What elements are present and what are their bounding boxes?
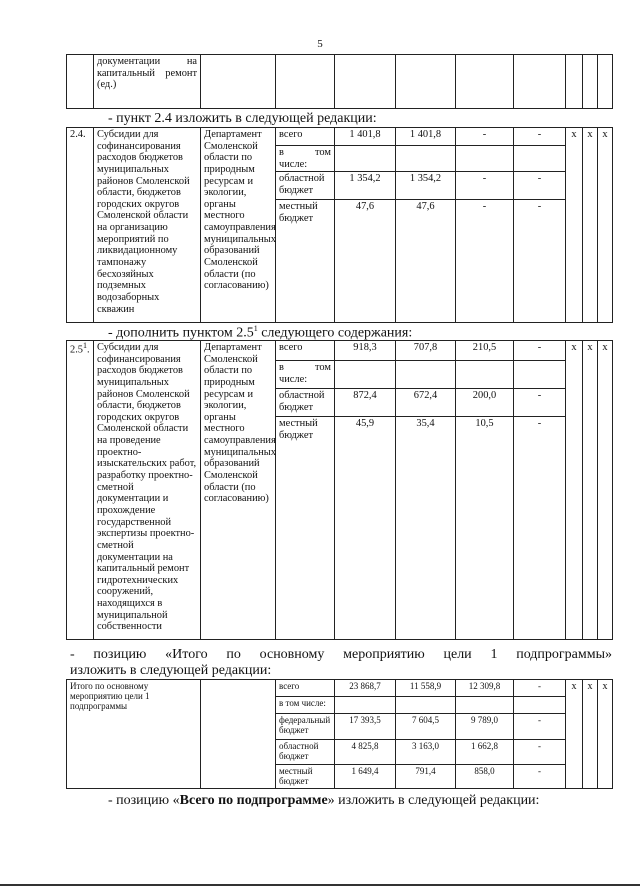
indicator-x: x [598, 128, 613, 323]
indicator-x: x [583, 680, 598, 789]
amount-year-1: 7 604,5 [396, 714, 456, 740]
amount-year-1: 3 163,0 [396, 740, 456, 765]
amount-year-3: - [514, 200, 566, 323]
amount-year-2 [456, 361, 514, 389]
row-number-text: 2.5 [70, 344, 83, 356]
amount-total: 872,4 [335, 389, 396, 417]
amount-year-2: - [456, 200, 514, 323]
amount-total: 4 825,8 [335, 740, 396, 765]
amount-year-1: 1 354,2 [396, 172, 456, 200]
itogo-name: Итого по основному мероприятию цели 1 подпрограммы [67, 680, 201, 789]
amount-year-1: 35,4 [396, 417, 456, 640]
amount-year-2: 858,0 [456, 765, 514, 789]
measure-name: Субсидии для софинансирования расходов бюджетов муниципальных районов Смоленской области, бюджетов городских округов Смоленской области на организацию мероприятий по ликвидационному тампонажу бесхозяйных подземных водозаборных скважин [94, 128, 201, 323]
amount-total: 17 393,5 [335, 714, 396, 740]
cell [201, 55, 276, 109]
amount-year-2: - [456, 172, 514, 200]
instruction-vsego-bold: Всего по подпрограмме [179, 793, 328, 808]
amount-year-3: - [514, 417, 566, 640]
amount-year-2: 9 789,0 [456, 714, 514, 740]
amount-year-2 [456, 146, 514, 172]
amount-year-3 [514, 146, 566, 172]
amount-year-1: 1 401,8 [396, 128, 456, 146]
top-fragment-text: документации на капитальный ремонт (ед.) [94, 55, 201, 109]
row-2-5-table [66, 340, 613, 640]
cell [335, 55, 396, 109]
amount-total [335, 361, 396, 389]
amount-year-2 [456, 697, 514, 714]
funding-source: местный бюджет [276, 417, 335, 640]
executor: Департамент Смоленской области по природным ресурсам и экологии, органы местного самоуправления муниципальных образований Смоленской области (по согласованию) [201, 128, 276, 323]
amount-year-2: 200,0 [456, 389, 514, 417]
instruction-2-5 [108, 325, 412, 341]
amount-year-3: - [514, 341, 566, 361]
funding-source: в том числе: [276, 146, 335, 172]
amount-year-1 [396, 697, 456, 714]
amount-total: 1 649,4 [335, 765, 396, 789]
funding-source: всего [276, 128, 335, 146]
cell [456, 55, 514, 109]
amount-year-3: - [514, 389, 566, 417]
indicator-x: x [566, 128, 583, 323]
cell [598, 55, 613, 109]
funding-source: областной бюджет [276, 740, 335, 765]
amount-year-1 [396, 361, 456, 389]
instruction-vsego-text: - позицию « [108, 793, 180, 808]
top-fragment-table [66, 54, 613, 109]
amount-year-3 [514, 697, 566, 714]
cell [201, 680, 276, 789]
amount-year-2: 12 309,8 [456, 680, 514, 697]
row-number: 2.4. [67, 128, 94, 323]
row-number-sup: 1 [83, 341, 87, 350]
amount-total: 47,6 [335, 200, 396, 323]
amount-year-1: 11 558,9 [396, 680, 456, 697]
cell [276, 55, 335, 109]
funding-source: областной бюджет [276, 389, 335, 417]
cell [583, 55, 598, 109]
funding-source: местный бюджет [276, 765, 335, 789]
amount-year-1: 791,4 [396, 765, 456, 789]
instruction-2-4: - пункт 2.4 изложить в следующей редакции: [108, 111, 377, 126]
bottom-rule [0, 884, 640, 886]
funding-source: федеральный бюджет [276, 714, 335, 740]
amount-total: 1 401,8 [335, 128, 396, 146]
amount-year-1: 707,8 [396, 341, 456, 361]
amount-total: 23 868,7 [335, 680, 396, 697]
cell [67, 55, 94, 109]
indicator-x: x [583, 341, 598, 640]
funding-source: местный бюджет [276, 200, 335, 323]
indicator-x: x [598, 680, 613, 789]
page-number: 5 [317, 38, 323, 50]
amount-year-1 [396, 146, 456, 172]
indicator-x: x [566, 680, 583, 789]
amount-total: 45,9 [335, 417, 396, 640]
row-number [67, 341, 94, 640]
amount-year-3: - [514, 740, 566, 765]
amount-year-2: 10,5 [456, 417, 514, 640]
measure-name: Субсидии для софинансирования расходов бюджетов муниципальных районов Смоленской области, бюджетов городских округов Смоленской области на проведение проектно-изыскательских работ, разработку проектно-сметной документации и прохождение государственной экспертизы проектно-сметной документации на капитальный ремонт гидротехнических сооружений, находящихся в муниципальной собственности [94, 341, 201, 640]
indicator-x: x [583, 128, 598, 323]
instruction-vsego [108, 794, 539, 808]
amount-year-1: 672,4 [396, 389, 456, 417]
amount-year-2: 210,5 [456, 341, 514, 361]
amount-year-2: 1 662,8 [456, 740, 514, 765]
amount-year-3: - [514, 172, 566, 200]
row-2-4-table [66, 127, 613, 323]
amount-total [335, 146, 396, 172]
amount-total: 1 354,2 [335, 172, 396, 200]
cell [396, 55, 456, 109]
amount-year-3: - [514, 714, 566, 740]
amount-year-3: - [514, 680, 566, 697]
indicator-x: x [566, 341, 583, 640]
instruction-2-5-tail: следующего содержания: [257, 325, 413, 341]
amount-year-3: - [514, 128, 566, 146]
instruction-2-5-sup: 1 [253, 324, 258, 333]
amount-year-3 [514, 361, 566, 389]
cell [514, 55, 566, 109]
executor: Департамент Смоленской области по природным ресурсам и экологии, органы местного самоуправления муниципальных образований Смоленской области (по согласованию) [201, 341, 276, 640]
funding-source: в том числе: [276, 697, 335, 714]
funding-source: в том числе: [276, 361, 335, 389]
funding-source: областной бюджет [276, 172, 335, 200]
instruction-vsego-tail: » изложить в следующей редакции: [327, 793, 540, 808]
funding-source: всего [276, 680, 335, 697]
itogo-table [66, 679, 613, 789]
instruction-itogo-line1: - позицию «Итого по основному мероприятию цели 1 подпрограммы» [70, 647, 612, 662]
instruction-itogo-line2: изложить в следующей редакции: [70, 663, 272, 678]
cell [566, 55, 583, 109]
amount-year-1: 47,6 [396, 200, 456, 323]
amount-year-2: - [456, 128, 514, 146]
row-number-dot: . [87, 344, 90, 356]
instruction-2-5-text: - дополнить пунктом 2.5 [108, 325, 254, 341]
indicator-x: x [598, 341, 613, 640]
funding-source: всего [276, 341, 335, 361]
amount-total [335, 697, 396, 714]
amount-year-3: - [514, 765, 566, 789]
amount-total: 918,3 [335, 341, 396, 361]
